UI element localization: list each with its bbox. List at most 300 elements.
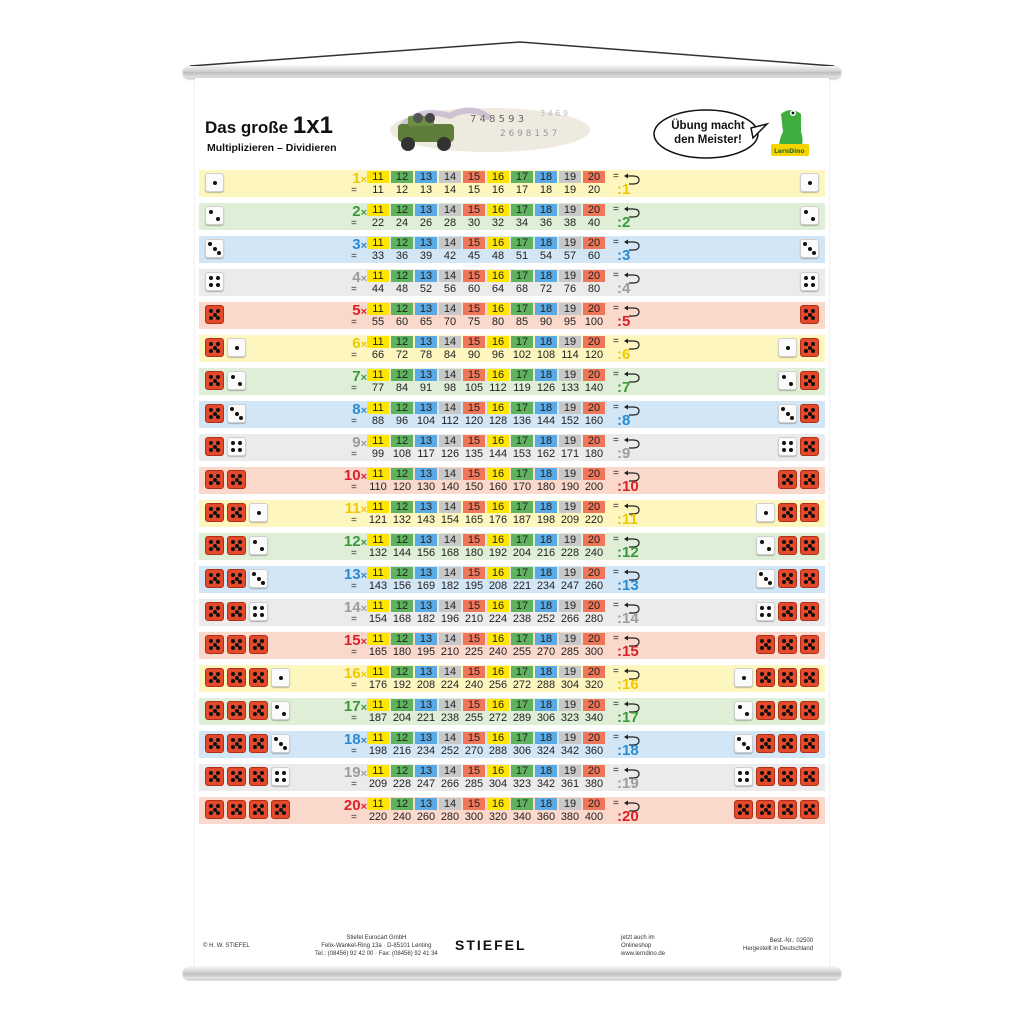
cell-multiplier: 13 xyxy=(415,204,437,216)
cell-multiplier: 19 xyxy=(559,270,581,282)
cell-multiplier: 19 xyxy=(559,435,581,447)
cell-multiplier: 20 xyxy=(583,732,605,744)
row-cells xyxy=(367,468,605,493)
table-cell xyxy=(487,171,509,196)
cell-product: 285 xyxy=(560,646,580,658)
cell-product: 64 xyxy=(491,283,505,295)
cell-multiplier: 14 xyxy=(439,468,461,480)
row-cells xyxy=(367,600,605,625)
cell-multiplier: 11 xyxy=(367,633,389,645)
die-five-icon xyxy=(800,800,819,819)
die-five-icon xyxy=(227,668,246,687)
cell-multiplier: 20 xyxy=(583,798,605,810)
cell-product: 52 xyxy=(419,283,433,295)
table-cell xyxy=(583,468,605,493)
table-cell xyxy=(487,468,509,493)
table-cell xyxy=(535,237,557,262)
table-cell xyxy=(487,567,509,592)
cell-multiplier: 14 xyxy=(439,402,461,414)
cell-multiplier: 19 xyxy=(559,303,581,315)
table-cell xyxy=(415,171,437,196)
cell-multiplier: 17 xyxy=(511,600,533,612)
table-cell xyxy=(463,369,485,394)
table-cell xyxy=(391,171,413,196)
cell-multiplier: 14 xyxy=(439,765,461,777)
die-five-icon xyxy=(249,635,268,654)
cell-product: 45 xyxy=(467,250,481,262)
cell-multiplier: 14 xyxy=(439,171,461,183)
row-multiplier xyxy=(319,335,367,354)
table-cell xyxy=(463,765,485,790)
cell-multiplier: 13 xyxy=(415,765,437,777)
cell-multiplier: 14 xyxy=(439,369,461,381)
cell-multiplier: 12 xyxy=(391,402,413,414)
cell-multiplier: 12 xyxy=(391,171,413,183)
table-row xyxy=(199,302,825,329)
cell-product: 72 xyxy=(539,283,553,295)
dice-right xyxy=(734,668,819,687)
cell-multiplier: 12 xyxy=(391,270,413,282)
table-cell xyxy=(439,336,461,361)
cell-product: 340 xyxy=(584,712,604,724)
cell-multiplier: 18 xyxy=(535,534,557,546)
cell-multiplier: 13 xyxy=(415,303,437,315)
table-cell xyxy=(583,402,605,427)
times-sign: × xyxy=(360,471,367,483)
speech-line-1: Übung macht xyxy=(671,120,745,132)
table-cell xyxy=(439,765,461,790)
equals-sign: = xyxy=(351,185,357,196)
table-cell xyxy=(463,699,485,724)
times-sign: × xyxy=(360,735,367,747)
table-cell xyxy=(511,336,533,361)
cell-product: 154 xyxy=(368,613,388,625)
die-five-icon xyxy=(227,734,246,753)
die-five-icon xyxy=(205,305,224,324)
die-five-icon xyxy=(800,668,819,687)
cell-product: 224 xyxy=(440,679,460,691)
table-cell xyxy=(583,633,605,658)
dice-right xyxy=(756,569,819,588)
cell-multiplier: 18 xyxy=(535,468,557,480)
cell-product: 288 xyxy=(536,679,556,691)
die-five-icon xyxy=(249,734,268,753)
cell-product: 70 xyxy=(443,316,457,328)
table-cell xyxy=(583,732,605,757)
cell-product: 180 xyxy=(392,646,412,658)
cell-product: 169 xyxy=(416,580,436,592)
cell-multiplier: 12 xyxy=(391,534,413,546)
table-cell xyxy=(367,633,389,658)
dice-right xyxy=(756,503,819,522)
row-multiplier xyxy=(319,170,367,189)
die-five-icon xyxy=(205,536,224,555)
table-cell xyxy=(367,369,389,394)
jeep-illustration xyxy=(390,98,600,160)
table-row xyxy=(199,401,825,428)
table-cell xyxy=(463,633,485,658)
die-1-icon xyxy=(734,668,753,687)
table-cell xyxy=(463,402,485,427)
table-cell xyxy=(439,633,461,658)
dice-right xyxy=(778,470,819,489)
table-cell xyxy=(559,171,581,196)
table-cell xyxy=(391,435,413,460)
equals-sign: = xyxy=(613,303,619,314)
row-divisor: :19 xyxy=(617,775,639,792)
table-cell xyxy=(415,699,437,724)
cell-product: 187 xyxy=(512,514,532,526)
table-cell xyxy=(391,699,413,724)
cell-multiplier: 14 xyxy=(439,435,461,447)
cell-multiplier: 20 xyxy=(583,468,605,480)
dice-right xyxy=(756,635,819,654)
times-sign: × xyxy=(360,768,367,780)
address-line: Felix-Wankel-Ring 13a · D-85101 Lenting xyxy=(321,943,432,949)
cell-product: 16 xyxy=(491,184,505,196)
table-cell xyxy=(583,600,605,625)
cell-multiplier: 11 xyxy=(367,501,389,513)
row-divisor: :2 xyxy=(617,214,631,231)
cell-product: 342 xyxy=(560,745,580,757)
cell-multiplier: 20 xyxy=(583,402,605,414)
die-five-icon xyxy=(227,536,246,555)
cell-product: 105 xyxy=(464,382,484,394)
cell-product: 247 xyxy=(560,580,580,592)
row-number: 3 xyxy=(352,236,361,253)
cell-product: 98 xyxy=(443,382,457,394)
cell-multiplier: 13 xyxy=(415,600,437,612)
cell-product: 143 xyxy=(416,514,436,526)
die-five-icon xyxy=(800,503,819,522)
cell-product: 361 xyxy=(560,778,580,790)
table-cell xyxy=(535,204,557,229)
die-five-icon xyxy=(205,734,224,753)
row-number: 7 xyxy=(352,368,361,385)
cell-multiplier: 16 xyxy=(487,270,509,282)
table-cell xyxy=(559,534,581,559)
cell-multiplier: 19 xyxy=(559,534,581,546)
cell-multiplier: 17 xyxy=(511,534,533,546)
cell-product: 80 xyxy=(491,316,505,328)
table-cell xyxy=(487,435,509,460)
svg-text:3 4 6 9: 3 4 6 9 xyxy=(540,109,568,118)
row-cells xyxy=(367,732,605,757)
table-cell xyxy=(487,765,509,790)
table-row xyxy=(199,731,825,758)
row-multiplier xyxy=(319,599,367,618)
cell-multiplier: 13 xyxy=(415,567,437,579)
cell-multiplier: 18 xyxy=(535,501,557,513)
cell-product: 289 xyxy=(512,712,532,724)
equals-sign: = xyxy=(351,779,357,790)
die-3-icon xyxy=(756,569,775,588)
cell-product: 42 xyxy=(443,250,457,262)
cell-product: 198 xyxy=(536,514,556,526)
equals-sign: = xyxy=(613,468,619,479)
row-divisor: :8 xyxy=(617,412,631,429)
table-cell xyxy=(487,798,509,823)
table-cell xyxy=(367,303,389,328)
cell-product: 280 xyxy=(440,811,460,823)
cell-multiplier: 13 xyxy=(415,402,437,414)
cell-product: 240 xyxy=(464,679,484,691)
cell-multiplier: 17 xyxy=(511,633,533,645)
die-five-icon xyxy=(249,668,268,687)
equals-sign: = xyxy=(613,435,619,446)
die-4-icon xyxy=(205,272,224,291)
table-cell xyxy=(583,666,605,691)
cell-multiplier: 11 xyxy=(367,237,389,249)
cell-multiplier: 14 xyxy=(439,237,461,249)
times-sign: × xyxy=(360,438,367,450)
dice-right xyxy=(734,701,819,720)
cell-multiplier: 16 xyxy=(487,435,509,447)
row-number: 2 xyxy=(352,203,361,220)
cell-multiplier: 13 xyxy=(415,633,437,645)
cell-multiplier: 20 xyxy=(583,369,605,381)
cell-multiplier: 13 xyxy=(415,501,437,513)
equals-sign: = xyxy=(351,647,357,658)
table-cell xyxy=(391,237,413,262)
table-cell xyxy=(463,468,485,493)
table-cell xyxy=(583,567,605,592)
die-five-icon xyxy=(800,470,819,489)
times-sign: × xyxy=(360,273,367,285)
dice-right xyxy=(800,239,819,258)
die-1-icon xyxy=(227,338,246,357)
cell-product: 304 xyxy=(488,778,508,790)
cell-multiplier: 20 xyxy=(583,567,605,579)
die-1-icon xyxy=(756,503,775,522)
die-five-icon xyxy=(778,470,797,489)
row-multiplier xyxy=(319,533,367,552)
footer-address xyxy=(315,934,438,958)
table-cell xyxy=(511,534,533,559)
cell-product: 56 xyxy=(443,283,457,295)
equals-sign: = xyxy=(351,251,357,262)
table-cell xyxy=(535,699,557,724)
die-2-icon xyxy=(271,701,290,720)
die-4-icon xyxy=(734,767,753,786)
cell-multiplier: 14 xyxy=(439,534,461,546)
cell-multiplier: 15 xyxy=(463,600,485,612)
equals-sign: = xyxy=(351,614,357,625)
cell-multiplier: 16 xyxy=(487,567,509,579)
cell-multiplier: 11 xyxy=(367,435,389,447)
cell-product: 180 xyxy=(536,481,556,493)
equals-sign: = xyxy=(351,713,357,724)
table-cell xyxy=(559,435,581,460)
die-five-icon xyxy=(205,569,224,588)
cell-product: 68 xyxy=(515,283,529,295)
row-multiplier xyxy=(319,467,367,486)
cell-multiplier: 16 xyxy=(487,237,509,249)
mascot-label: LernDino xyxy=(774,148,805,155)
table-cell xyxy=(583,435,605,460)
cell-product: 34 xyxy=(515,217,529,229)
cell-multiplier: 11 xyxy=(367,270,389,282)
equals-sign: = xyxy=(351,218,357,229)
footer xyxy=(195,934,829,964)
cell-multiplier: 16 xyxy=(487,468,509,480)
die-five-icon xyxy=(734,800,753,819)
table-cell xyxy=(439,666,461,691)
dice-left xyxy=(205,371,246,390)
table-cell xyxy=(535,534,557,559)
cell-multiplier: 15 xyxy=(463,468,485,480)
equals-sign: = xyxy=(613,204,619,215)
cell-product: 30 xyxy=(467,217,481,229)
cell-product: 48 xyxy=(491,250,505,262)
table-cell xyxy=(415,567,437,592)
cell-product: 195 xyxy=(464,580,484,592)
table-cell xyxy=(463,237,485,262)
table-cell xyxy=(511,633,533,658)
cell-product: 84 xyxy=(395,382,409,394)
dice-right xyxy=(756,602,819,621)
cell-multiplier: 11 xyxy=(367,171,389,183)
table-cell xyxy=(439,600,461,625)
cell-product: 140 xyxy=(440,481,460,493)
cell-product: 162 xyxy=(536,448,556,460)
cell-product: 130 xyxy=(416,481,436,493)
cell-multiplier: 15 xyxy=(463,633,485,645)
die-3-icon xyxy=(734,734,753,753)
dice-left xyxy=(205,239,224,258)
cell-product: 17 xyxy=(515,184,529,196)
cell-multiplier: 13 xyxy=(415,270,437,282)
cell-multiplier: 17 xyxy=(511,468,533,480)
cell-product: 150 xyxy=(464,481,484,493)
cell-product: 216 xyxy=(392,745,412,757)
cell-product: 168 xyxy=(392,613,412,625)
cell-multiplier: 12 xyxy=(391,798,413,810)
table-cell xyxy=(439,501,461,526)
equals-sign: = xyxy=(613,765,619,776)
table-cell xyxy=(463,666,485,691)
table-row xyxy=(199,698,825,725)
cell-product: 156 xyxy=(416,547,436,559)
cell-product: 144 xyxy=(392,547,412,559)
table-cell xyxy=(583,369,605,394)
row-multiplier xyxy=(319,302,367,321)
table-row xyxy=(199,797,825,824)
speech-line-2: den Meister! xyxy=(674,134,742,146)
cell-product: 14 xyxy=(443,184,457,196)
dice-left xyxy=(205,404,246,423)
cell-product: 80 xyxy=(587,283,601,295)
cell-product: 77 xyxy=(371,382,385,394)
cell-multiplier: 20 xyxy=(583,270,605,282)
poster-title xyxy=(205,112,333,140)
cell-product: 60 xyxy=(587,250,601,262)
cell-multiplier: 17 xyxy=(511,336,533,348)
times-sign: × xyxy=(360,570,367,582)
table-cell xyxy=(391,369,413,394)
table-cell xyxy=(463,567,485,592)
table-cell xyxy=(367,699,389,724)
cell-multiplier: 13 xyxy=(415,435,437,447)
die-2-icon xyxy=(205,206,224,225)
cell-product: 75 xyxy=(467,316,481,328)
table-cell xyxy=(583,798,605,823)
equals-sign: = xyxy=(613,402,619,413)
table-cell xyxy=(583,501,605,526)
die-five-icon xyxy=(778,536,797,555)
cell-multiplier: 14 xyxy=(439,567,461,579)
cell-product: 33 xyxy=(371,250,385,262)
cell-product: 51 xyxy=(515,250,529,262)
die-five-icon xyxy=(205,701,224,720)
dice-left xyxy=(205,701,290,720)
row-number: 19 xyxy=(343,764,361,781)
cell-product: 260 xyxy=(584,580,604,592)
table-cell xyxy=(367,765,389,790)
die-five-icon xyxy=(778,668,797,687)
cell-multiplier: 11 xyxy=(367,732,389,744)
row-cells xyxy=(367,798,605,823)
cell-multiplier: 14 xyxy=(439,732,461,744)
table-cell xyxy=(367,798,389,823)
dice-left xyxy=(205,734,290,753)
cell-product: 210 xyxy=(440,646,460,658)
svg-text:7 4 8 5 9 3: 7 4 8 5 9 3 xyxy=(470,114,525,125)
cell-multiplier: 19 xyxy=(559,798,581,810)
table-cell xyxy=(487,336,509,361)
cell-multiplier: 18 xyxy=(535,204,557,216)
footer-order xyxy=(743,937,813,953)
cell-multiplier: 14 xyxy=(439,666,461,678)
die-five-icon xyxy=(227,602,246,621)
cell-multiplier: 19 xyxy=(559,402,581,414)
cell-multiplier: 17 xyxy=(511,204,533,216)
table-cell xyxy=(583,237,605,262)
table-cell xyxy=(439,798,461,823)
cell-product: 208 xyxy=(416,679,436,691)
table-row xyxy=(199,467,825,494)
cell-product: 234 xyxy=(536,580,556,592)
row-number: 5 xyxy=(352,302,361,319)
cell-product: 143 xyxy=(368,580,388,592)
cell-multiplier: 19 xyxy=(559,666,581,678)
table-cell xyxy=(511,369,533,394)
cell-product: 255 xyxy=(464,712,484,724)
table-cell xyxy=(559,270,581,295)
cell-multiplier: 15 xyxy=(463,765,485,777)
table-cell xyxy=(415,336,437,361)
cell-product: 256 xyxy=(488,679,508,691)
cell-multiplier: 17 xyxy=(511,501,533,513)
die-five-icon xyxy=(227,470,246,489)
table-row xyxy=(199,269,825,296)
cell-multiplier: 14 xyxy=(439,600,461,612)
equals-sign: = xyxy=(613,171,619,182)
die-five-icon xyxy=(800,767,819,786)
row-number: 9 xyxy=(352,434,361,451)
cell-multiplier: 14 xyxy=(439,336,461,348)
row-cells xyxy=(367,336,605,361)
table-cell xyxy=(487,369,509,394)
cell-product: 176 xyxy=(368,679,388,691)
cell-multiplier: 13 xyxy=(415,732,437,744)
die-five-icon xyxy=(205,404,224,423)
cell-product: 133 xyxy=(560,382,580,394)
table-cell xyxy=(583,171,605,196)
table-cell xyxy=(535,402,557,427)
die-2-icon xyxy=(227,371,246,390)
table-cell xyxy=(559,237,581,262)
